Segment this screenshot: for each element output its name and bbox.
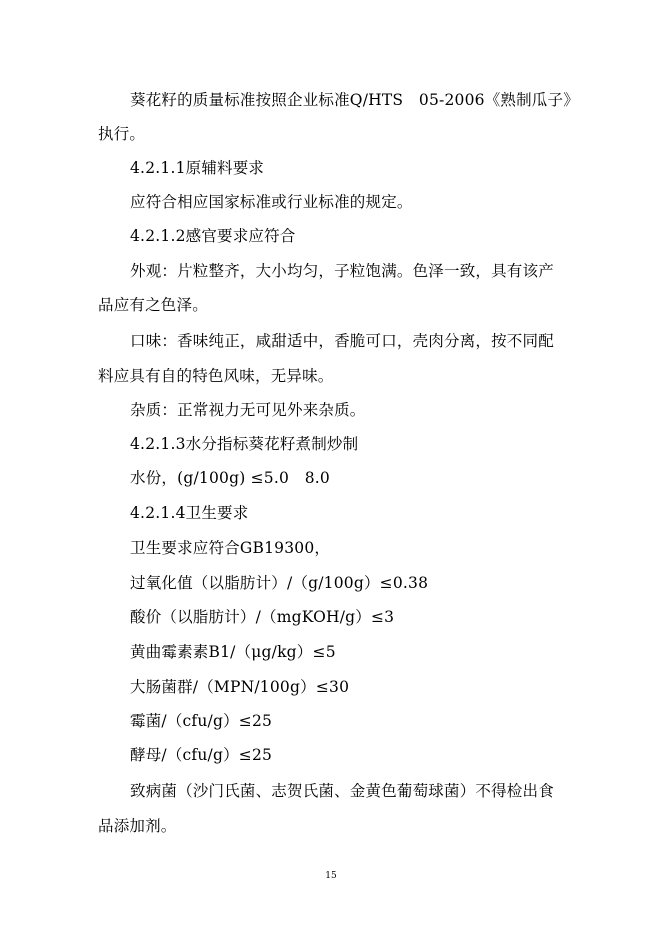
text-line-pathogens: 致病菌（沙门氏菌、志贺氏菌、金黄色葡萄球菌）不得检出食 xyxy=(130,782,554,800)
text-line-appearance: 外观：片粒整齐，大小均匀，子粒饱满。色泽一致，具有该产 xyxy=(130,262,554,280)
text-line-taste: 口味：香味纯正，咸甜适中，香脆可口，壳肉分离，按不同配 xyxy=(130,332,554,350)
heading-4-2-1-1: 4.2.1.1原辅料要求 xyxy=(130,159,265,177)
text-line-peroxide-value: 过氧化值（以脂肪计）/（g/100g）≤0.38 xyxy=(130,574,429,592)
text-line-execute: 执行。 xyxy=(98,125,146,143)
text-line-quality-standard: 葵花籽的质量标准按照企业标准Q/HTS 05-2006《熟制瓜子》 xyxy=(130,91,579,109)
text-line-coliforms: 大肠菌群/（MPN/100g）≤30 xyxy=(130,678,350,696)
text-line-appearance-cont: 品应有之色泽。 xyxy=(98,296,208,314)
text-line-hygiene: 卫生要求应符合GB19300， xyxy=(130,539,331,557)
text-line-yeast: 酵母/（cfu/g）≤25 xyxy=(130,746,273,764)
heading-4-2-1-4: 4.2.1.4卫生要求 xyxy=(130,504,249,522)
page-number: 15 xyxy=(325,871,337,881)
text-line-mold: 霉菌/（cfu/g）≤25 xyxy=(130,712,273,730)
text-line-raw-materials: 应符合相应国家标准或行业标准的规定。 xyxy=(130,193,413,211)
text-line-moisture: 水份，(g/100g) ≤5.0 8.0 xyxy=(130,469,330,487)
heading-4-2-1-2: 4.2.1.2感官要求应符合 xyxy=(130,227,296,245)
text-line-additives: 品添加剂。 xyxy=(98,817,177,835)
heading-4-2-1-3: 4.2.1.3水分指标葵花籽煮制炒制 xyxy=(130,435,359,453)
text-line-impurities: 杂质：正常视力无可见外来杂质。 xyxy=(130,401,366,419)
text-line-aflatoxin: 黄曲霉素素B1/（μg/kg）≤5 xyxy=(130,643,336,661)
text-line-acid-value: 酸价（以脂肪计）/（mgKOH/g）≤3 xyxy=(130,608,395,626)
text-line-taste-cont: 料应具有自的特色风味，无异味。 xyxy=(98,367,334,385)
